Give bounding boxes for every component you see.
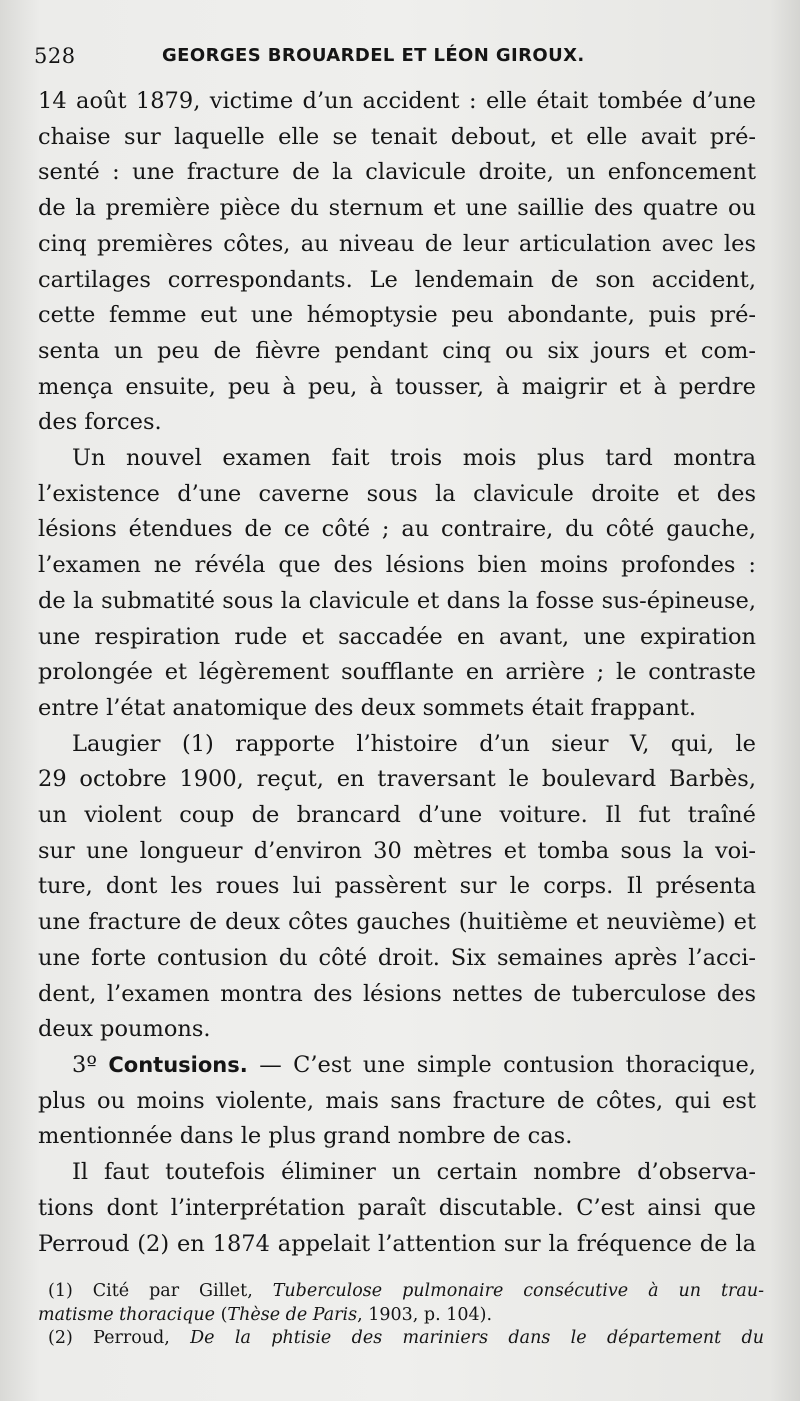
text-line: chaise sur laquelle elle se tenait debout, et elle avait pré- (38, 123, 756, 150)
footnote-title: Tuberculose pulmonaire consécutive à un trau- (272, 1281, 764, 1301)
text-line: sur une longueur d’environ 30 mètres et tomba sous la voi- (38, 837, 756, 864)
footnote-marker: (1) (48, 1281, 73, 1301)
section-title: Contusions. (108, 1052, 248, 1077)
footnote-title-cont: matisme thoracique (38, 1304, 216, 1325)
text-line: l’examen ne révéla que des lésions bien moins profondes : (38, 552, 756, 579)
footnote-text: Cité par Gillet, (72, 1281, 273, 1301)
footnote-1-line-1 (38, 1280, 764, 1304)
text-line: une forte contusion du côté droit. Six semaines après l’acci- (38, 944, 756, 971)
paragraph-3 (38, 727, 756, 1048)
footnote-text: ( (215, 1304, 228, 1325)
text-line: 14 août 1879, victime d’un accident : elle était tombée d’une (38, 88, 756, 114)
text-line: plus ou moins violente, mais sans fracture de côtes, qui est (38, 1087, 756, 1114)
text-line: tions dont l’interprétation paraît discutable. C’est ainsi que (38, 1194, 756, 1221)
text-line: 29 octobre 1900, reçut, en traversant le boulevard Barbès, (38, 766, 756, 793)
text-line: prolongée et légèrement soufflante en arrière ; le contraste (38, 659, 756, 686)
footnote-title: De la phtisie des mariniers dans le département du (190, 1328, 764, 1348)
section-number: 3º (72, 1051, 97, 1078)
page-number: 528 (34, 44, 76, 68)
text-line: cinq premières côtes, au niveau de leur articulation avec les (38, 230, 756, 257)
text-line: senta un peu de fièvre pendant cinq ou six jours et com- (38, 337, 756, 364)
text-line: Perroud (2) en 1874 appelait l’attention sur la fréquence de la (38, 1230, 756, 1257)
text-line: mença ensuite, peu à peu, à tousser, à maigrir et à perdre (38, 373, 756, 400)
text-line: ture, dont les roues lui passèrent sur le corps. Il présenta (38, 873, 756, 900)
paragraph-2 (38, 441, 756, 727)
footnote-text: Perroud, (72, 1328, 191, 1348)
text-line: une respiration rude et saccadée en avant, une expiration (38, 623, 756, 650)
footnote-marker: (2) (48, 1328, 73, 1348)
text-line: senté : une fracture de la clavicule droite, un enfoncement (38, 159, 756, 186)
page-header (34, 44, 764, 74)
running-head: GEORGES BROUARDEL ET LÉON GIROUX. (162, 45, 585, 66)
text-line: cartilages correspondants. Le lendemain de son accident, (38, 266, 756, 293)
text-fragment: — C’est une simple contusion thoracique, (247, 1051, 756, 1078)
text-line: Il faut toutefois éliminer un certain nombre d’observa- (72, 1159, 756, 1186)
paragraph-1 (38, 84, 756, 441)
text-line: entre l’état anatomique des deux sommets était frappant. (38, 694, 697, 721)
footnotes (38, 1280, 764, 1351)
text-line: de la submatité sous la clavicule et dans la fosse sus-épineuse, (38, 587, 756, 614)
text-line: une fracture de deux côtes gauches (huitième et neuvième) et (38, 909, 756, 936)
footnote-2-line-1 (38, 1327, 764, 1351)
body-text (38, 84, 756, 1262)
footnote-text: , 1903, p. 104). (357, 1304, 493, 1325)
text-line: lésions étendues de ce côté ; au contraire, du côté gauche, (38, 516, 756, 543)
text-line: dent, l’examen montra des lésions nettes de tuberculose des (38, 980, 756, 1007)
text-line: Un nouvel examen fait trois mois plus tard montra (72, 445, 756, 472)
text-line: Laugier (1) rapporte l’histoire d’un sieur V, qui, le (72, 730, 756, 757)
text-line: un violent coup de brancard d’une voiture. Il fut traîné (38, 802, 756, 829)
text-line: de la première pièce du sternum et une saillie des quatre ou (38, 195, 756, 222)
text-line: l’existence d’une caverne sous la clavicule droite et des (38, 480, 756, 507)
text-line: deux poumons. (38, 1016, 211, 1043)
text-line: cette femme eut une hémoptysie peu abondante, puis pré- (38, 302, 756, 329)
paragraph-4 (38, 1048, 756, 1155)
text-line: des forces. (38, 409, 162, 436)
section-heading-line (38, 1048, 756, 1084)
footnote-source: Thèse de Paris (227, 1304, 358, 1325)
paragraph-5 (38, 1155, 756, 1262)
footnote-1-line-2 (38, 1304, 764, 1328)
text-line: mentionnée dans le plus grand nombre de cas. (38, 1123, 573, 1150)
